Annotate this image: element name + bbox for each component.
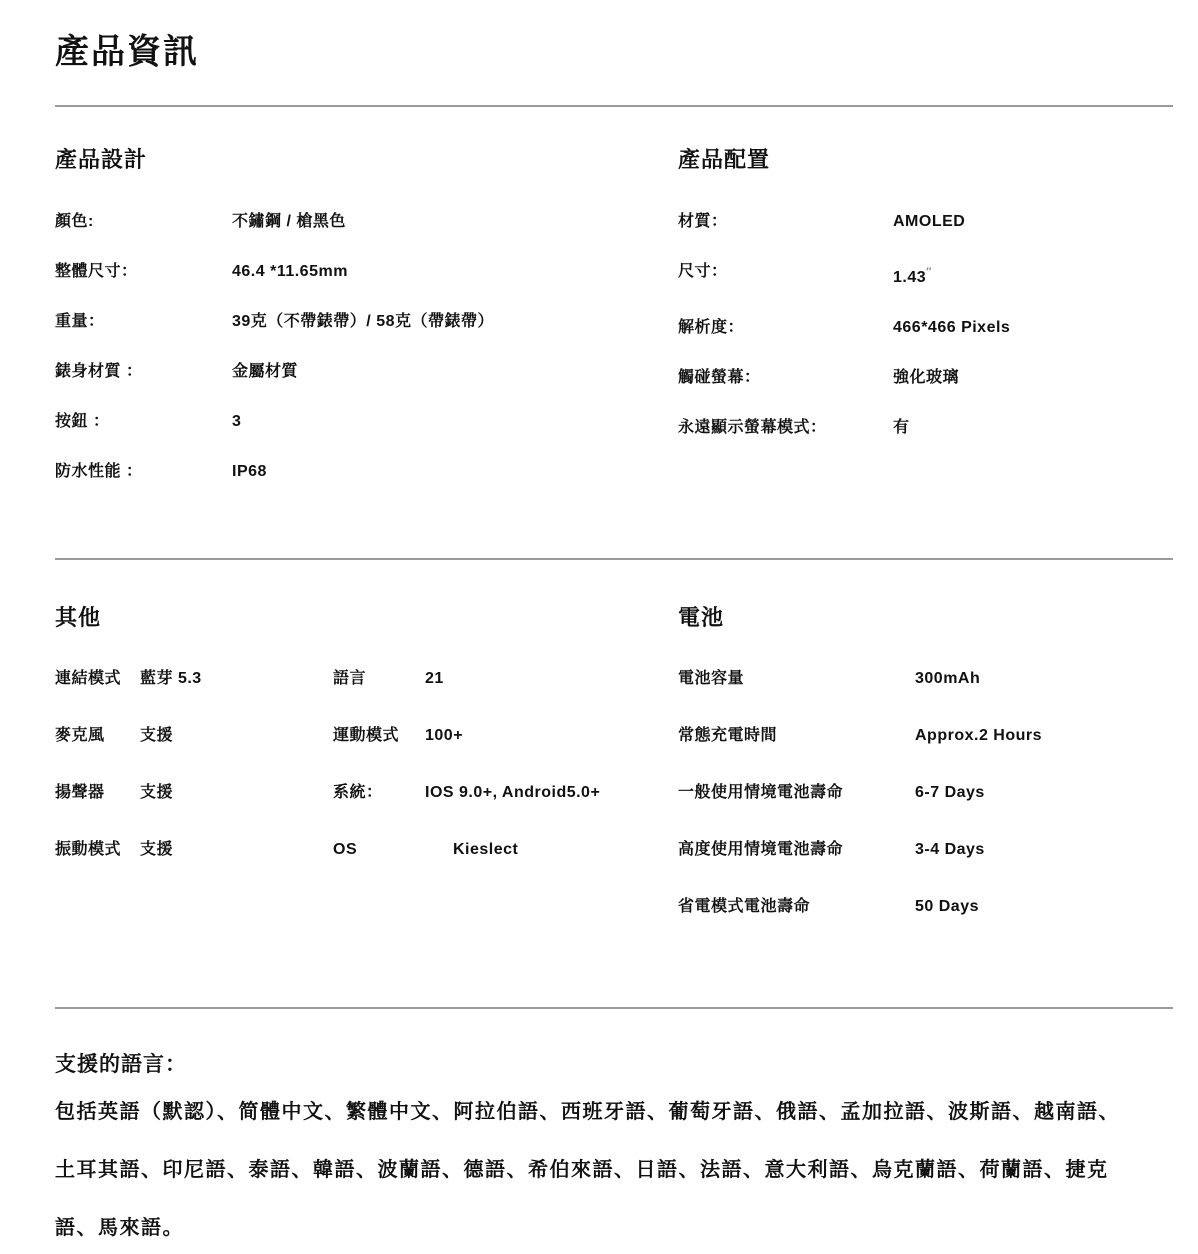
spec-value: 強化玻璃 [893,369,960,386]
spec-label: 重量： [55,313,105,330]
spec-label: 揚聲器 [55,784,105,801]
battery-row-charge-time [678,725,1173,747]
section-divider [55,1007,1173,1009]
spec-label: 常態充電時間 [678,727,778,744]
spec-value: 支援 [140,727,174,744]
spec-label: 運動模式 [333,727,400,744]
spec-value: 300mAh [915,670,981,687]
battery-row-heavy-use [678,839,1173,861]
spec-label: 解析度： [678,319,745,336]
spec-value: 支援 [140,784,174,801]
config-rows [678,211,1173,439]
spec-row-case-material [55,361,678,383]
spec-label: 系統： [333,784,383,801]
spec-value: Approx.2 Hours [915,727,1043,744]
battery-row-capacity [678,668,1173,690]
spec-row-touch-screen [678,367,1173,389]
other-row-connectivity-language [55,668,678,690]
battery-rows [678,668,1173,918]
spec-row-weight [55,311,678,333]
spec-row-screen-size [678,261,1173,289]
spec-value: Kieslect [453,841,519,858]
spec-label: 一般使用情境電池壽命 [678,784,844,801]
spec-value: 金屬材質 [232,363,299,380]
other-row-speaker-system [55,782,678,804]
spec-value: 3 [232,413,242,430]
spec-value: 21 [425,670,444,687]
spec-label: 按鈕 ： [55,413,110,430]
battery-section-title: 電池 [678,605,725,630]
spec-label: 錶身材質 ： [55,363,143,380]
spec-label: 材質： [678,213,728,230]
page-title: 產品資訊 [55,33,199,71]
spec-label: OS [333,841,358,858]
spec-label: 顏色: [55,213,94,230]
screen-size-value: 1.43 [893,269,927,286]
spec-value: 466*466 Pixels [893,319,1011,336]
spec-label: 省電模式電池壽命 [678,898,811,915]
languages-title: 支援的語言： [55,1053,187,1076]
other-row-mic-sport [55,725,678,747]
spec-value: 不鏽鋼 / 槍黑色 [232,213,346,230]
spec-row-resolution [678,317,1173,339]
spec-value: 50 Days [915,898,979,915]
spec-value: IOS 9.0+, Android5.0+ [425,784,601,801]
spec-value: AMOLED [893,213,966,230]
config-section-title: 產品配置 [678,147,771,172]
design-section [55,107,678,511]
spec-value: 6-7 Days [915,784,985,801]
spec-value: 3-4 Days [915,841,985,858]
spec-row-waterproof [55,461,678,483]
spec-label: 防水性能 ： [55,463,143,480]
spec-row-dimensions [55,261,678,283]
spec-value: 支援 [140,841,174,858]
battery-row-power-saving [678,896,1173,918]
spec-value: 100+ [425,727,464,744]
battery-section [678,560,1173,953]
middle-sections [55,560,1173,953]
config-section [678,107,1173,467]
spec-value [893,261,1173,289]
spec-label: 連結模式 [55,670,122,687]
product-info-page [55,30,1173,1254]
spec-row-buttons [55,411,678,433]
design-section-title: 產品設計 [55,147,148,172]
spec-value: 藍芽 5.3 [140,670,202,687]
spec-value: 46.4 *11.65mm [232,263,348,280]
design-rows [55,211,678,483]
other-row-vibration-os [55,839,678,861]
spec-label: 整體尺寸： [55,263,138,280]
spec-value: IP68 [232,463,267,480]
spec-row-color [55,211,678,233]
battery-row-normal-use [678,782,1173,804]
spec-label: 高度使用情境電池壽命 [678,841,844,858]
spec-label: 電池容量 [678,670,745,687]
spec-row-screen-material [678,211,1173,233]
inch-mark: ″ [926,266,931,278]
languages-section [55,1051,1173,1254]
other-section-title: 其他 [55,605,102,630]
spec-label: 永遠顯示螢幕模式： [678,419,827,436]
other-section [55,560,678,896]
spec-value: 有 [893,419,910,436]
spec-value: 39克（不帶錶帶）/ 58克（帶錶帶） [232,313,494,330]
languages-list: 包括英語（默認）、简體中文、繁體中文、阿拉伯語、西班牙語、葡萄牙語、俄語、孟加拉語、波斯語、越南語、土耳其語、印尼語、泰語、韓語、波蘭語、德語、希伯來語、日語、法語、意大利語、烏克蘭語、荷蘭語、捷克語、馬來語。 [55,1101,1120,1239]
other-rows [55,668,678,861]
spec-label: 觸碰螢幕： [678,369,761,386]
spec-label: 尺寸： [678,263,728,280]
spec-row-always-on [678,417,1173,439]
spec-label: 語言 [333,670,367,687]
spec-label: 振動模式 [55,841,122,858]
top-sections [55,107,1173,511]
spec-label: 麥克風 [55,727,105,744]
